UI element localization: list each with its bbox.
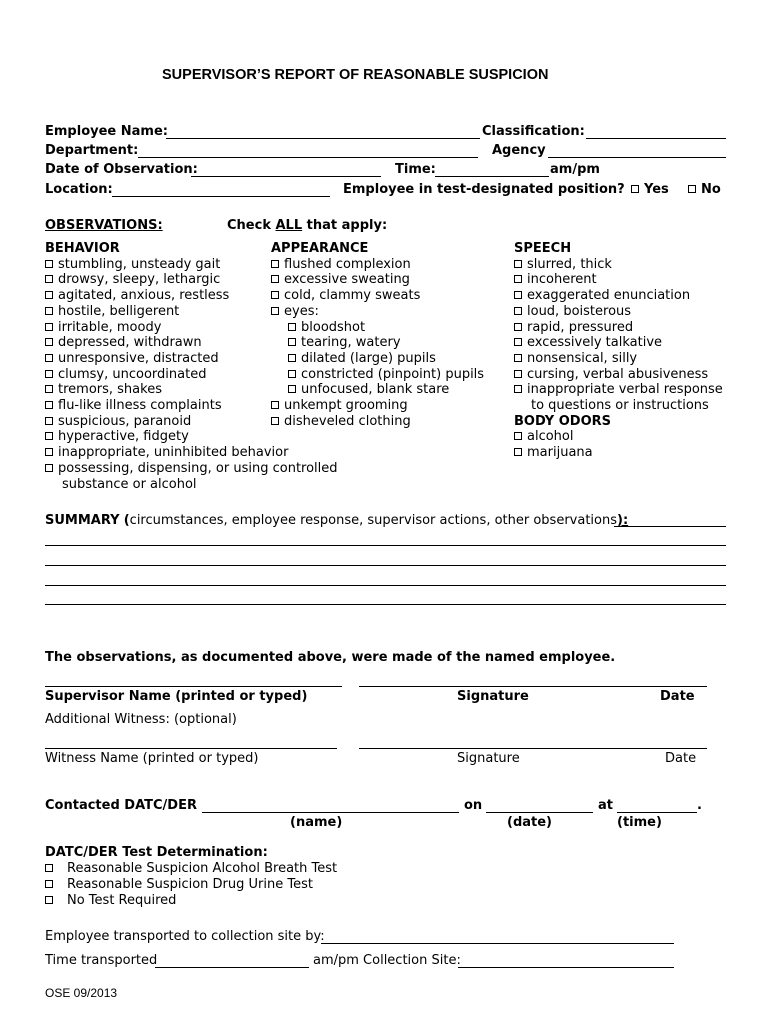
no-option[interactable]: No [688,182,721,198]
checkbox[interactable] [514,260,522,268]
contacted-name-field[interactable] [202,812,459,813]
list-item[interactable]: exaggerated enunciation [514,288,723,304]
supervisor-date-label: Date [660,689,695,704]
checkbox[interactable] [514,370,522,378]
summary-paren: (circumstances, employee response, supervisor actions, other observations) [123,513,623,528]
supervisor-signature-field[interactable] [359,686,707,687]
list-item[interactable]: cold, clammy sweats [271,288,484,304]
checkbox[interactable] [45,417,53,425]
checkbox[interactable] [514,432,522,440]
checkbox[interactable] [45,385,53,393]
list-item[interactable]: drowsy, sleepy, lethargic [45,272,338,288]
supervisor-name-label: Supervisor Name (printed or typed) [45,689,308,704]
checkbox[interactable] [514,385,522,393]
checkbox[interactable] [45,338,53,346]
checkbox[interactable] [271,291,279,299]
department-field[interactable] [138,157,478,158]
checkbox[interactable] [288,338,296,346]
list-item[interactable]: agitated, anxious, restless [45,288,338,304]
list-item[interactable]: flushed complexion [271,257,484,273]
witness-signature-field[interactable] [359,748,707,749]
determination-heading: DATC/DER Test Determination: [45,845,268,860]
checkbox[interactable] [514,291,522,299]
checkbox[interactable] [45,275,53,283]
speech-column [514,241,723,461]
employee-name-label: Employee Name: [45,124,168,139]
checkbox[interactable] [45,464,53,472]
department-label: Department: [45,143,139,158]
checkbox[interactable] [288,323,296,331]
contacted-label: Contacted DATC/DER [45,798,197,813]
summary-line[interactable] [614,526,726,527]
checkbox[interactable] [45,448,53,456]
list-item[interactable]: suspicious, paranoid [45,414,338,430]
summary-line[interactable] [45,585,726,586]
contacted-time-field[interactable] [617,812,697,813]
agency-field[interactable] [548,157,726,158]
list-item[interactable]: alcohol [514,429,723,445]
supervisor-signature-label: Signature [457,689,529,704]
yes-checkbox[interactable] [631,185,639,193]
witness-name-label: Witness Name (printed or typed) [45,751,259,766]
checkbox[interactable] [45,323,53,331]
supervisor-name-field[interactable] [45,686,342,687]
list-item[interactable]: bloodshot [271,320,484,336]
date-of-observation-label: Date of Observation: [45,162,198,177]
list-item[interactable]: stumbling, unsteady gait [45,257,338,273]
contacted-date-field[interactable] [486,812,593,813]
list-item[interactable]: marijuana [514,445,723,461]
classification-label: Classification: [482,124,585,139]
checkbox[interactable] [45,370,53,378]
contacted-date-caption: (date) [507,815,552,830]
list-item[interactable]: clumsy, uncoordinated [45,367,338,383]
list-item[interactable]: inappropriate, uninhibited behavior [45,445,338,461]
agency-label: Agency [492,143,546,158]
contacted-time-caption: (time) [617,815,662,830]
additional-witness-label: Additional Witness: (optional) [45,712,237,727]
collection-site-label: am/pm Collection Site: [313,953,461,968]
determination-option[interactable]: Reasonable Suspicion Alcohol Breath Test [45,861,337,877]
summary-line[interactable] [45,565,726,566]
witness-name-field[interactable] [45,748,337,749]
witness-signature-label: Signature [457,751,520,766]
summary-line[interactable] [45,545,726,546]
list-item[interactable]: irritable, moody [45,320,338,336]
list-item[interactable]: rapid, pressured [514,320,723,336]
list-item[interactable]: inappropriate verbal response [514,382,723,398]
list-item[interactable]: slurred, thick [514,257,723,273]
checkbox[interactable] [45,260,53,268]
appearance-heading: APPEARANCE [271,241,369,256]
page-title: SUPERVISOR’S REPORT OF REASONABLE SUSPICION [162,67,549,83]
checkbox[interactable] [514,307,522,315]
contacted-at-label: at [598,798,613,813]
list-item[interactable]: excessive sweating [271,272,484,288]
checkbox[interactable] [271,401,279,409]
list-item[interactable]: possessing, dispensing, or using controlled [45,461,338,477]
list-item[interactable]: tearing, watery [271,335,484,351]
classification-field[interactable] [586,138,726,139]
summary-line[interactable] [45,604,726,605]
time-transported-field[interactable] [155,967,309,968]
list-item[interactable]: excessively talkative [514,335,723,351]
checkbox[interactable] [271,417,279,425]
test-designated-label: Employee in test-designated position? [343,182,625,197]
list-item[interactable]: flu-like illness complaints [45,398,338,414]
observations-heading: OBSERVATIONS: [45,218,163,233]
list-item[interactable]: dilated (large) pupils [271,351,484,367]
list-item[interactable]: cursing, verbal abusiveness [514,367,723,383]
witness-date-label: Date [665,751,697,766]
contacted-on-label: on [464,798,483,813]
determination-option[interactable]: No Test Required [45,893,176,909]
checkbox[interactable] [45,432,53,440]
list-item-continuation: substance or alcohol [62,476,197,492]
time-field[interactable] [435,176,549,177]
checkbox[interactable] [45,864,53,872]
collection-site-field[interactable] [458,967,674,968]
list-item[interactable]: eyes: [271,304,484,320]
observation-statement: The observations, as documented above, were made of the named employee. [45,650,616,665]
checkbox[interactable] [514,354,522,362]
contacted-period: . [697,798,702,813]
form-code: OSE 09/2013 [45,986,118,1000]
list-item[interactable]: disheveled clothing [271,414,484,430]
time-label: Time: [395,162,436,177]
determination-option[interactable]: Reasonable Suspicion Drug Urine Test [45,877,313,893]
list-item[interactable]: loud, boisterous [514,304,723,320]
list-item[interactable]: incoherent [514,272,723,288]
employee-name-field[interactable] [166,138,480,139]
list-item-continuation: to questions or instructions [531,398,709,414]
checkbox[interactable] [514,448,522,456]
yes-option[interactable]: Yes [631,182,669,198]
checkbox[interactable] [45,307,53,315]
checkbox[interactable] [288,370,296,378]
checkbox[interactable] [45,880,53,888]
list-item[interactable]: unresponsive, distracted [45,351,338,367]
checkbox[interactable] [288,385,296,393]
check-all-instruction: Check ALL that apply: [227,218,388,233]
time-transported-label: Time transported [45,953,158,968]
list-item[interactable]: unfocused, blank stare [271,382,484,398]
checkbox[interactable] [45,896,53,904]
checkbox[interactable] [514,323,522,331]
date-of-observation-field[interactable] [191,176,381,177]
checkbox[interactable] [45,401,53,409]
checkbox[interactable] [45,291,53,299]
checkbox[interactable] [271,275,279,283]
location-field[interactable] [112,196,330,197]
checkbox[interactable] [514,338,522,346]
transported-by-field[interactable] [321,943,674,944]
list-item[interactable]: unkempt grooming [271,398,484,414]
summary-heading: SUMMARY (circumstances, employee response, supervisor actions, other observations): [45,513,629,528]
transported-by-label: Employee transported to collection site by: [45,929,325,944]
list-item[interactable]: constricted (pinpoint) pupils [271,367,484,383]
list-item[interactable]: tremors, shakes [45,382,338,398]
contacted-name-caption: (name) [290,815,343,830]
body-odors-heading: BODY ODORS [514,413,612,429]
behavior-heading: BEHAVIOR [45,241,120,256]
list-item[interactable]: hostile, belligerent [45,304,338,320]
checkbox[interactable] [514,275,522,283]
checkbox[interactable] [45,354,53,362]
checkbox[interactable] [271,307,279,315]
checkbox[interactable] [288,354,296,362]
no-checkbox[interactable] [688,185,696,193]
location-label: Location: [45,182,113,197]
checkbox[interactable] [271,260,279,268]
list-item[interactable]: hyperactive, fidgety [45,429,338,445]
ampm-label: am/pm [550,162,600,177]
list-item[interactable]: depressed, withdrawn [45,335,338,351]
appearance-column [271,241,484,429]
speech-heading: SPEECH [514,241,572,256]
list-item[interactable]: nonsensical, silly [514,351,723,367]
